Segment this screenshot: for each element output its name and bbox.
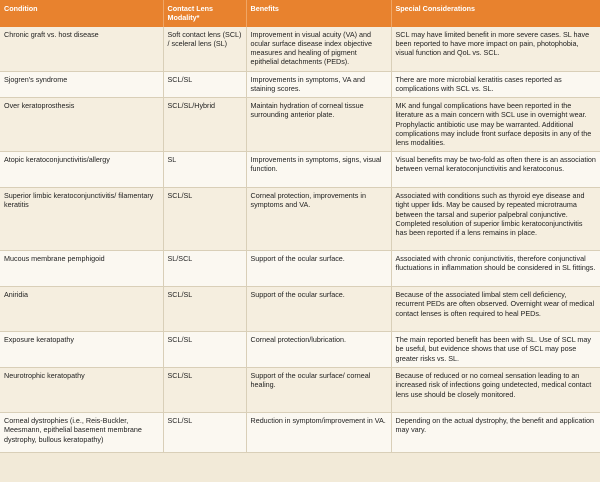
table-row — [0, 368, 600, 413]
benefits-cell: Reduction in symptom/improvement in VA. — [246, 413, 391, 453]
considerations-cell: MK and fungal complications have been reported in the literature as a main concern with SCL use in overnight wear. Prophylactic antibiotic use may be warranted. Additional complications may include front surface deposits in any of the lens modalities. — [391, 98, 600, 152]
condition-cell: Atopic keratoconjunctivitis/allergy — [0, 152, 163, 188]
considerations-cell: Associated with conditions such as thyroid eye disease and tight upper lids. May be caused by repeated microtrauma between the tarsal and superior palpebral conjunctive. Completed resolution of superior limbic keratoconjunctivitis has been reported if a lens remains in place. — [391, 188, 600, 251]
modality-cell: SCL/SL — [163, 72, 246, 98]
condition-cell: Exposure keratopathy — [0, 332, 163, 368]
considerations-cell: Because of the associated limbal stem cell deficiency, recurrent PEDs are often observed. Overnight wear of medical contact lenses is often required to heal PEDs. — [391, 287, 600, 332]
modality-cell: SL — [163, 152, 246, 188]
benefits-cell: Improvements in symptoms, VA and staining scores. — [246, 72, 391, 98]
considerations-cell: Depending on the actual dystrophy, the benefit and application may vary. — [391, 413, 600, 453]
benefits-cell: Corneal protection, improvements in symptoms and VA. — [246, 188, 391, 251]
table-row — [0, 413, 600, 453]
header-condition: Condition — [0, 0, 163, 27]
condition-cell: Mucous membrane pemphigoid — [0, 251, 163, 287]
benefits-cell: Support of the ocular surface/ corneal healing. — [246, 368, 391, 413]
considerations-cell: Associated with chronic conjunctivitis, therefore conjunctival fluctuations in inflammation should be considered in SL fittings. — [391, 251, 600, 287]
condition-cell: Superior limbic keratoconjunctivitis/ filamentary keratitis — [0, 188, 163, 251]
considerations-cell: SCL may have limited benefit in more severe cases. SL have been reported to have more impact on pain, photophobia, visual function and QoL vs. SCL. — [391, 27, 600, 72]
modality-cell: Soft contact lens (SCL) / sceleral lens (SL) — [163, 27, 246, 72]
table-row — [0, 251, 600, 287]
header-modality: Contact Lens Modality* — [163, 0, 246, 27]
benefits-cell: Corneal protection/lubrication. — [246, 332, 391, 368]
considerations-cell: Because of reduced or no corneal sensation leading to an increased risk of infections going undetected, medical contact lens use should be closely monitored. — [391, 368, 600, 413]
benefits-cell: Maintain hydration of corneal tissue surrounding anterior plate. — [246, 98, 391, 152]
condition-cell: Neurotrophic keratopathy — [0, 368, 163, 413]
considerations-cell: Visual benefits may be two-fold as often there is an association between vernal keratoconjunctivitis and keratoconus. — [391, 152, 600, 188]
benefits-cell: Improvement in visual acuity (VA) and ocular surface disease index objective measures and healing of pigment epithelial detachments (PEDs). — [246, 27, 391, 72]
table-row — [0, 27, 600, 72]
header-benefits: Benefits — [246, 0, 391, 27]
table-row — [0, 98, 600, 152]
table-row — [0, 287, 600, 332]
benefits-cell: Support of the ocular surface. — [246, 287, 391, 332]
table-row — [0, 332, 600, 368]
modality-cell: SCL/SL — [163, 332, 246, 368]
modality-cell: SCL/SL — [163, 368, 246, 413]
modality-cell: SL/SCL — [163, 251, 246, 287]
benefits-cell: Support of the ocular surface. — [246, 251, 391, 287]
table-row — [0, 188, 600, 251]
table-row — [0, 152, 600, 188]
header-considerations: Special Considerations — [391, 0, 600, 27]
table-row — [0, 72, 600, 98]
condition-cell: Aniridia — [0, 287, 163, 332]
modality-cell: SCL/SL — [163, 287, 246, 332]
condition-cell: Sjogren's syndrome — [0, 72, 163, 98]
condition-cell: Corneal dystrophies (i.e., Reis-Buckler, Meesmann, epithelial basement membrane dystrophy, bullous keratopathy) — [0, 413, 163, 453]
modality-cell: SCL/SL — [163, 188, 246, 251]
header-row — [0, 0, 600, 27]
modality-cell: SCL/SL — [163, 413, 246, 453]
condition-cell: Chronic graft vs. host disease — [0, 27, 163, 72]
considerations-cell: The main reported benefit has been with SL. Use of SCL may be useful, but evidence shows that use of SCL may pose greater risks vs. SL. — [391, 332, 600, 368]
considerations-cell: There are more microbial keratitis cases reported as complications with SCL vs. SL. — [391, 72, 600, 98]
modality-cell: SCL/SL/Hybrid — [163, 98, 246, 152]
condition-cell: Over keratoprosthesis — [0, 98, 163, 152]
benefits-cell: Improvements in symptoms, signs, visual function. — [246, 152, 391, 188]
